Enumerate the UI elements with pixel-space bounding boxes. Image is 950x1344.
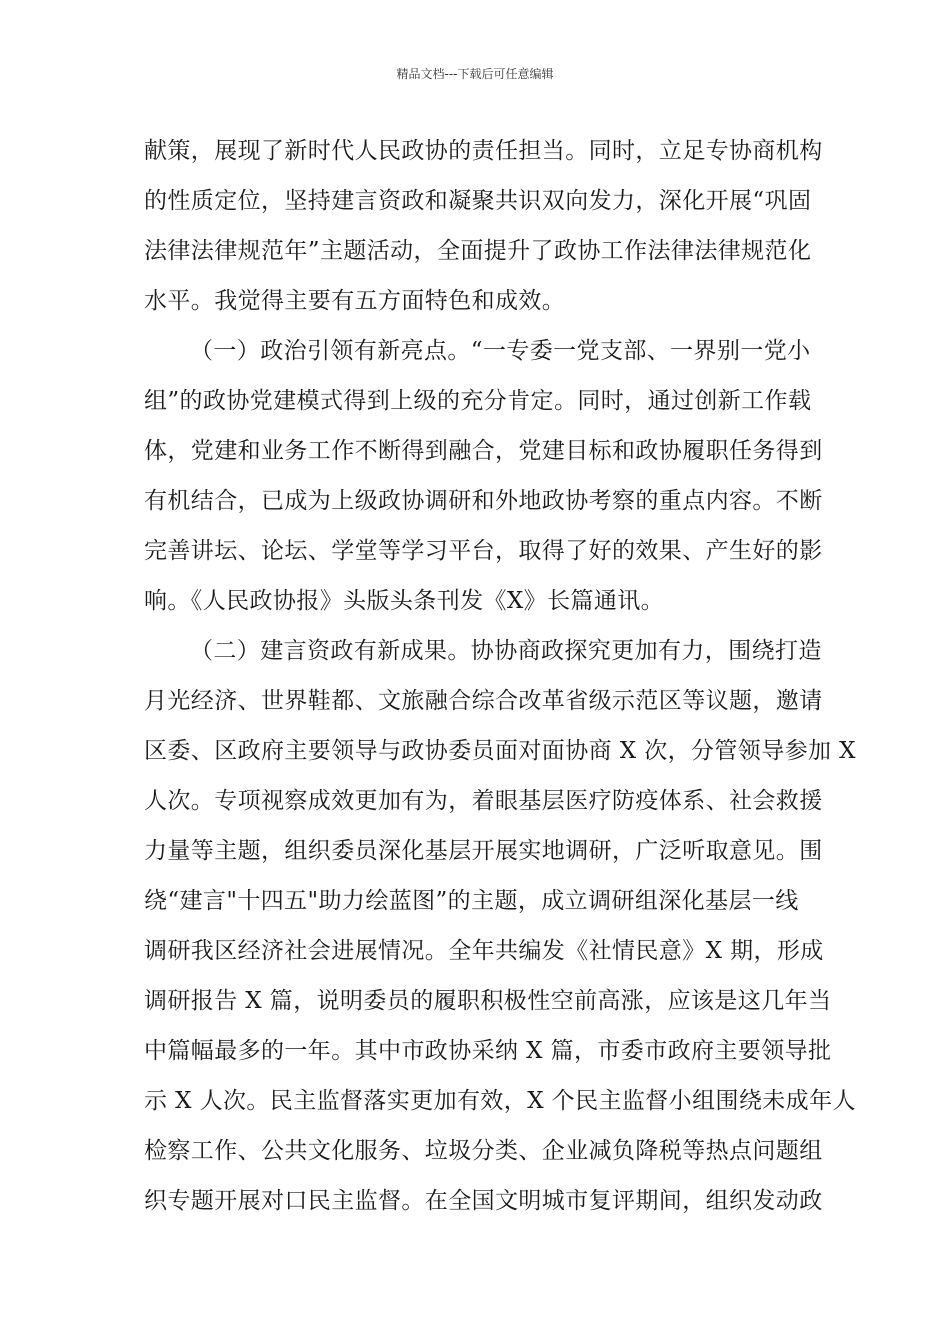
body-line: 的性质定位，坚持建言资政和凝聚共识双向发力，深化开展“巩固 bbox=[144, 188, 812, 214]
body-line: 体，党建和业务工作不断得到融合，党建目标和政协履职任务得到 bbox=[144, 438, 823, 464]
body-line: 献策，展现了新时代人民政协的责任担当。同时，立足专协商机构 bbox=[144, 138, 823, 164]
body-line: 月光经济、世界鞋都、文旅融合综合改革省级示范区等议题，邀请 bbox=[144, 688, 823, 714]
body-line: 完善讲坛、论坛、学堂等学习平台，取得了好的效果、产生好的影 bbox=[144, 538, 823, 564]
document-body bbox=[144, 126, 856, 1226]
body-line: 响。《人民政协报》头版头条刊发《X》长篇通讯。 bbox=[144, 588, 665, 614]
body-line: 水平。我觉得主要有五方面特色和成效。 bbox=[144, 288, 566, 314]
body-line: 检察工作、公共文化服务、垃圾分类、企业减负降税等热点问题组 bbox=[144, 1138, 823, 1164]
body-line: 示 X 人次。民主监督落实更加有效，X 个民主监督小组围绕未成年人 bbox=[144, 1088, 856, 1114]
document-header: 精品文档---下载后可任意编辑 bbox=[396, 67, 554, 81]
body-line: 力量等主题，组织委员深化基层开展实地调研，广泛听取意见。围 bbox=[144, 838, 823, 864]
body-line: 绕“建言"十四五"助力绘蓝图”的主题，成立调研组深化基层一线 bbox=[144, 888, 799, 914]
body-line: 有机结合，已成为上级政协调研和外地政协考察的重点内容。不断 bbox=[144, 488, 823, 514]
body-line: 区委、区政府主要领导与政协委员面对面协商 X 次，分管领导参加 X bbox=[144, 738, 856, 764]
body-line: 织专题开展对口民主监督。在全国文明城市复评期间，组织发动政 bbox=[144, 1188, 823, 1214]
body-line: 法律法律规范年”主题活动，全面提升了政协工作法律法律规范化 bbox=[144, 238, 812, 264]
body-line: 人次。专项视察成效更加有为，着眼基层医疗防疫体系、社会救援 bbox=[144, 788, 823, 814]
body-line: 调研报告 X 篇，说明委员的履职积极性空前高涨，应该是这几年当 bbox=[144, 988, 832, 1014]
body-line: 调研我区经济社会进展情况。全年共编发《社情民意》X 期，形成 bbox=[144, 938, 824, 964]
body-line: 组”的政协党建模式得到上级的充分肯定。同时，通过创新工作载 bbox=[144, 388, 812, 414]
body-line: （一）政治引领有新亮点。“一专委一党支部、一界别一党小 bbox=[190, 338, 811, 364]
body-line: （二）建言资政有新成果。协协商政探究更加有力，围绕打造 bbox=[190, 638, 822, 664]
body-line: 中篇幅最多的一年。其中市政协采纳 X 篇，市委市政府主要领导批 bbox=[144, 1038, 832, 1064]
